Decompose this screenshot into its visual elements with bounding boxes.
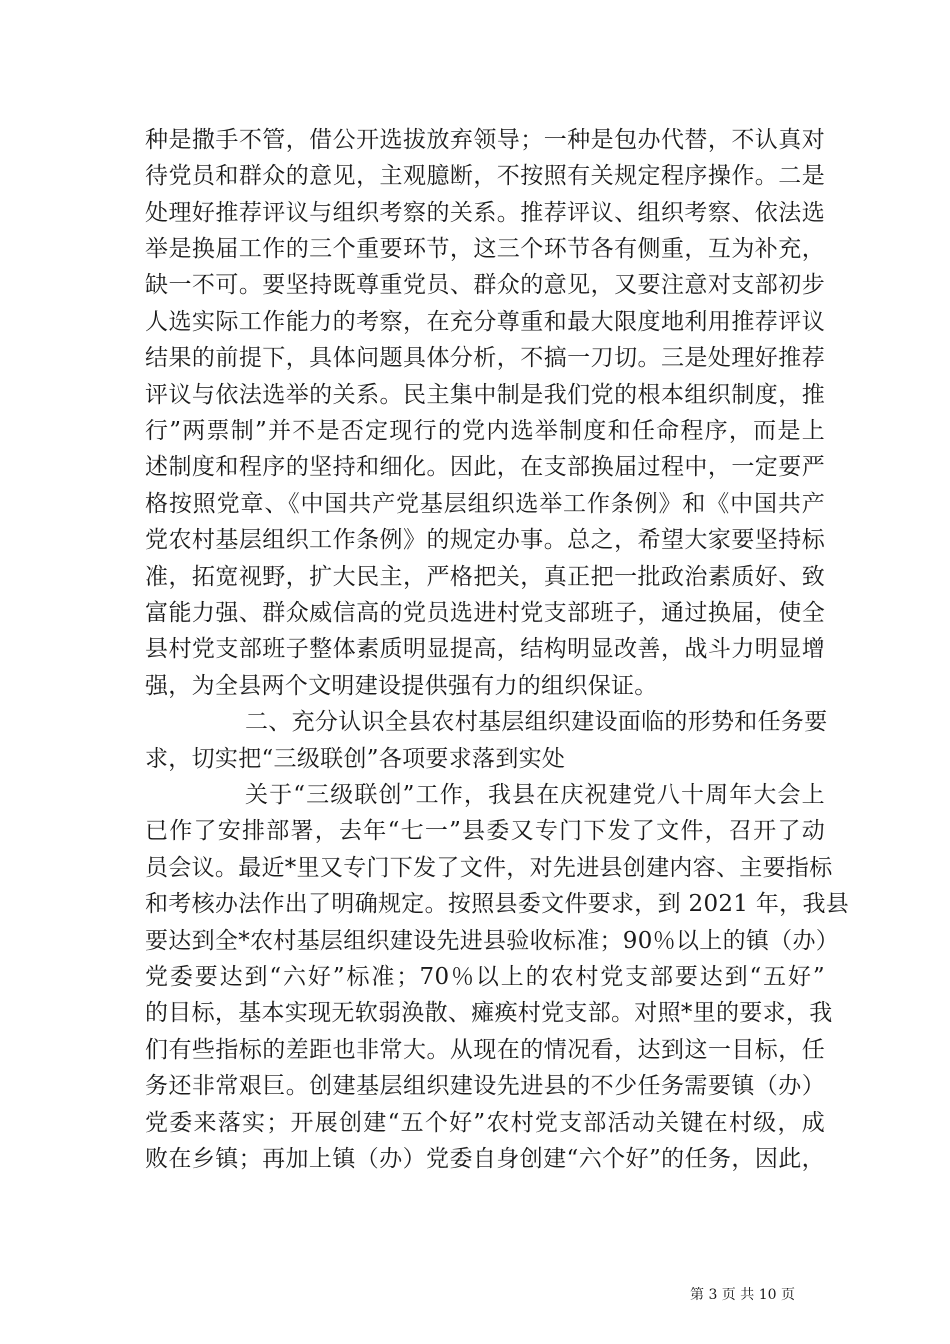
text-line: 格按照党章、《中国共产党基层组织选举工作条例》和《中国共产: [145, 491, 825, 517]
text-line: 准，拓宽视野，扩大民主，严格把关，真正把一批政治素质好、致: [145, 564, 825, 590]
text-line: 们有些指标的差距也非常大。从现在的情况看，达到这一目标，任: [145, 1037, 825, 1063]
text-line: 党委要达到“六好”标准；70％以上的农村党支部要达到“五好”: [145, 964, 825, 990]
text-line: 富能力强、群众威信高的党员选进村党支部班子，通过换届，使全: [145, 600, 825, 626]
text-line: 处理好推荐评议与组织考察的关系。推荐评议、组织考察、依法选: [145, 200, 825, 226]
section-heading-line: 二、充分认识全县农村基层组织建设面临的形势和任务要: [245, 709, 828, 735]
text-line: 要达到全*农村基层组织建设先进县验收标准；90％以上的镇（办）: [145, 928, 840, 954]
text-line: 的目标，基本实现无软弱涣散、瘫痪村党支部。对照*里的要求，我: [145, 1000, 833, 1026]
text-line: 缺一不可。要坚持既尊重党员、群众的意见，又要注意对支部初步: [145, 272, 825, 298]
text-line: 和考核办法作出了明确规定。按照县委文件要求，到 2021 年，我县: [145, 891, 850, 917]
text-line: 待党员和群众的意见，主观臆断，不按照有关规定程序操作。二是: [145, 163, 825, 189]
text-line: 已作了安排部署，去年“七一”县委又专门下发了文件，召开了动: [145, 818, 825, 844]
text-line: 党委来落实；开展创建“五个好”农村党支部活动关键在村级，成: [145, 1110, 825, 1136]
text-line: 评议与依法选举的关系。民主集中制是我们党的根本组织制度，推: [145, 382, 825, 408]
text-line: 举是换届工作的三个重要环节，这三个环节各有侧重，互为补充，: [145, 236, 825, 262]
text-line: 人选实际工作能力的考察，在充分尊重和最大限度地利用推荐评议: [145, 309, 825, 335]
text-line: 败在乡镇；再加上镇（办）党委自身创建“六个好”的任务，因此，: [145, 1146, 825, 1172]
text-line: 员会议。最近*里又专门下发了文件，对先进县创建内容、主要指标: [145, 855, 833, 881]
text-line: 强，为全县两个文明建设提供强有力的组织保证。: [145, 673, 658, 699]
text-line: 务还非常艰巨。创建基层组织建设先进县的不少任务需要镇（办）: [145, 1073, 825, 1099]
text-line: 行”两票制”并不是否定现行的党内选举制度和任命程序，而是上: [145, 418, 825, 444]
text-line: 结果的前提下，具体问题具体分析，不搞一刀切。三是处理好推荐: [145, 345, 825, 371]
page-number: 第 3 页 共 10 页: [690, 1287, 795, 1303]
text-line: 党农村基层组织工作条例》的规定办事。总之，希望大家要坚持标: [145, 527, 825, 553]
text-line: 种是撒手不管，借公开选拔放弃领导；一种是包办代替，不认真对: [145, 127, 825, 153]
text-line: 述制度和程序的坚持和细化。因此，在支部换届过程中，一定要严: [145, 454, 825, 480]
text-line: 关于“三级联创”工作，我县在庆祝建党八十周年大会上: [245, 782, 825, 808]
text-line: 县村党支部班子整体素质明显提高，结构明显改善，战斗力明显增: [145, 636, 825, 662]
section-heading-line: 求，切实把“三级联创”各项要求落到实处: [145, 746, 566, 772]
